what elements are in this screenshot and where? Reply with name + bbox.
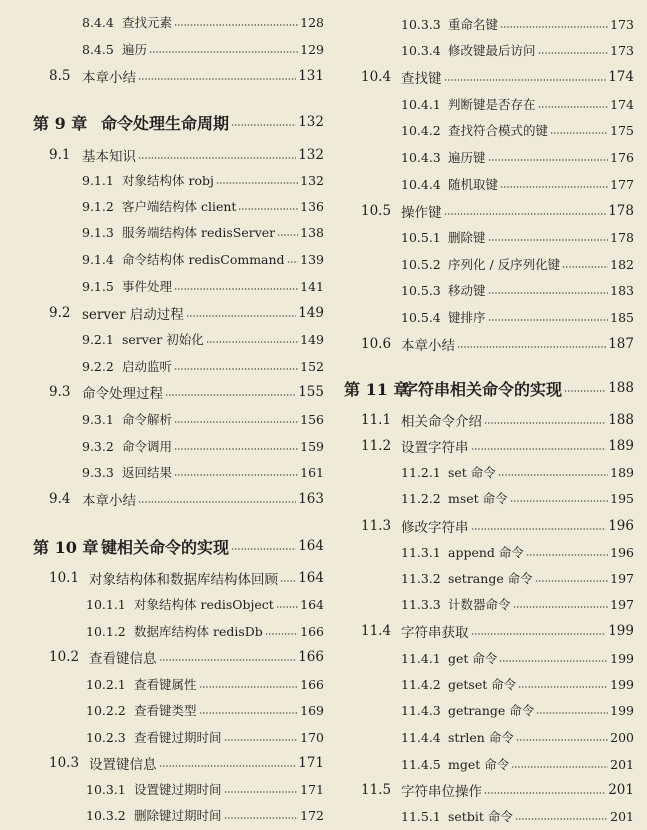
toc-subsection-entry [82,249,324,269]
toc-entry-title: 操作键 [401,205,442,221]
toc-entry-number: 第 9 章 [33,113,88,133]
toc-entry-number: 9.1.3 [82,224,114,240]
toc-subsection-entry [401,120,634,140]
toc-entry-number: 10.3.3 [401,16,441,32]
toc-entry-number: 11.2.1 [401,464,441,480]
dot-leader [276,606,298,608]
toc-entry-title: 命令调用 [122,439,173,454]
toc-entry-title: 修改键最后访问 [448,43,536,58]
toc-entry-title: 命令处理过程 [82,386,163,402]
dot-leader [174,474,298,476]
toc-subsection-entry [401,227,634,247]
dot-leader [510,500,608,502]
toc-entry-title: 查看键信息 [89,651,157,667]
toc-entry-page-number: 132 [300,172,324,188]
dot-leader [174,448,298,450]
toc-subsection-entry [82,170,324,190]
toc-section-entry [49,753,324,773]
toc-entry-title: 删除键过期时间 [134,808,222,823]
dot-leader [265,633,298,635]
toc-section-entry [49,489,324,509]
toc-subsection-entry [401,307,634,327]
toc-entry-page-number: 195 [610,490,634,506]
toc-subsection-entry [401,174,634,194]
toc-entry-title: mset 命令 [448,491,508,506]
dot-leader [224,791,299,793]
toc-section-entry [361,780,634,800]
toc-entry-number: 10.4.2 [401,122,441,138]
toc-entry-title: 键排序 [448,310,486,325]
dot-leader [224,739,299,741]
toc-entry-page-number: 164 [300,596,324,612]
toc-entry-number: 11.2 [361,438,392,454]
toc-entry-number: 10.5.3 [401,282,441,298]
toc-entry-title: mget 命令 [448,757,510,772]
toc-entry-number: 9.2.1 [82,331,114,347]
toc-subsection-entry [401,254,634,274]
toc-entry-title: 本章小结 [82,493,136,509]
dot-leader [484,792,606,794]
toc-entry-page-number: 178 [608,203,634,219]
toc-entry-title: 查找符合模式的键 [448,123,549,138]
toc-entry-number: 11.3.2 [401,570,441,586]
toc-entry-page-number: 131 [298,68,324,84]
toc-entry-number: 11.4 [361,623,392,639]
toc-entry-number: 10.4.1 [401,96,441,112]
toc-entry-page-number: 166 [300,676,324,692]
toc-entry-number: 9.1.5 [82,278,114,294]
toc-subsection-entry [82,329,324,349]
dot-leader [511,766,608,768]
toc-section-entry [361,334,634,354]
toc-entry-page-number: 173 [610,42,634,58]
toc-subsection-entry [86,727,324,747]
toc-entry-number: 10.5.2 [401,256,441,272]
toc-entry-number: 10.4 [361,69,392,85]
toc-entry-number: 10.3 [49,755,80,771]
toc-subsection-entry [82,356,324,376]
toc-subsection-entry [86,674,324,694]
toc-entry-title: 返回结果 [122,465,173,480]
toc-entry-title: 服务端结构体 redisServer [122,225,276,240]
toc-entry-title: 字符串获取 [401,625,469,641]
dot-leader [280,580,296,582]
toc-entry-page-number: 199 [608,623,634,639]
toc-entry-number: 9.3.1 [82,411,114,427]
toc-entry-number: 10.3.4 [401,42,441,58]
toc-entry-number: 10.4.4 [401,176,441,192]
toc-subsection-entry [82,462,324,482]
toc-entry-title: 查找元素 [122,15,173,30]
toc-entry-page-number: 174 [608,69,634,85]
toc-entry-page-number: 189 [608,438,634,454]
toc-entry-number: 11.5.1 [401,808,441,824]
toc-entry-number: 9.1.2 [82,198,114,214]
toc-entry-number: 9.1.4 [82,251,114,267]
dot-leader [488,159,609,161]
dot-leader [159,659,297,661]
toc-subsection-entry [82,12,324,32]
dot-leader [174,421,298,423]
toc-entry-number: 9.2 [49,305,71,321]
toc-subsection-entry [86,621,324,641]
toc-subsection-entry [401,14,634,34]
toc-entry-number: 11.4.2 [401,676,441,692]
toc-entry-title: set 命令 [448,465,496,480]
toc-entry-page-number: 182 [610,256,634,272]
dot-leader [165,394,296,396]
dot-leader [471,528,607,530]
toc-subsection-entry [82,222,324,242]
toc-entry-page-number: 174 [610,96,634,112]
toc-entry-title: server 初始化 [122,332,204,347]
toc-entry-number: 10.3.2 [86,807,126,823]
toc-section-entry [49,382,324,402]
toc-entry-page-number: 129 [300,41,324,57]
toc-entry-page-number: 197 [610,596,634,612]
toc-entry-number: 9.4 [49,491,71,507]
toc-subsection-entry [82,39,324,59]
toc-entry-title: 遍历键 [448,150,486,165]
toc-entry-page-number: 201 [610,808,634,824]
toc-entry-page-number: 128 [300,14,324,30]
toc-section-entry [361,436,634,456]
dot-leader [518,686,608,688]
dot-leader [277,234,298,236]
toc-entry-number: 8.4.4 [82,14,114,30]
toc-entry-number: 11.5 [361,782,392,798]
toc-subsection-entry [401,462,634,482]
dot-leader [538,106,609,108]
dot-leader [500,186,608,188]
toc-entry-page-number: 175 [610,122,634,138]
toc-entry-page-number: 199 [610,702,634,718]
dot-leader [550,132,608,134]
toc-entry-page-number: 136 [300,198,324,214]
toc-entry-page-number: 163 [298,491,324,507]
toc-entry-number: 10.1.1 [86,596,126,612]
toc-subsection-entry [401,594,634,614]
toc-entry-page-number: 189 [610,464,634,480]
toc-section-entry [49,66,324,86]
toc-entry-page-number: 201 [608,782,634,798]
dot-leader [238,208,298,210]
toc-entry-page-number: 149 [300,331,324,347]
toc-entry-title: 计数器命令 [448,597,511,612]
toc-entry-page-number: 197 [610,570,634,586]
toc-entry-title: 键相关命令的实现 [101,537,230,557]
dot-leader [488,292,609,294]
toc-section-entry [49,568,324,588]
toc-subsection-entry [401,542,634,562]
toc-entry-title: 事件处理 [122,279,173,294]
toc-entry-number: 10.6 [361,336,392,352]
toc-entry-title: 判断键是否存在 [448,97,536,112]
dot-leader [138,501,296,503]
toc-entry-number: 10.5.1 [401,229,441,245]
toc-section-entry [361,201,634,221]
dot-leader [199,712,299,714]
dot-leader [231,548,296,550]
dot-leader [174,368,298,370]
toc-section-entry [361,67,634,87]
toc-entry-title: 对象结构体和数据库结构体回顾 [89,572,278,588]
toc-entry-number: 10.3.1 [86,781,126,797]
toc-entry-title: 设置字符串 [401,440,469,456]
toc-entry-title: 设置键过期时间 [134,782,222,797]
toc-entry-page-number: 177 [610,176,634,192]
toc-entry-number: 9.2.2 [82,358,114,374]
dot-leader [471,633,607,635]
toc-entry-title: 随机取键 [448,177,499,192]
toc-entry-page-number: 132 [298,147,324,163]
toc-entry-page-number: 200 [610,729,634,745]
toc-chapter-entry [33,536,324,556]
dot-leader [562,266,608,268]
toc-entry-number: 11.4.5 [401,756,441,772]
toc-entry-title: 重命名键 [448,17,499,32]
toc-entry-page-number: 176 [610,149,634,165]
toc-entry-page-number: 166 [300,623,324,639]
toc-entry-number: 11.4.3 [401,702,441,718]
toc-entry-title: 命令处理生命周期 [101,113,230,133]
dot-leader [498,474,608,476]
toc-entry-title: 客户端结构体 client [122,199,237,214]
dot-leader [488,319,609,321]
toc-subsection-entry [401,727,634,747]
dot-leader [444,213,607,215]
toc-entry-number: 10.5 [361,203,392,219]
toc-entry-title: get 命令 [448,651,498,666]
toc-entry-page-number: 139 [300,251,324,267]
toc-entry-title: 数据库结构体 redisDb [134,624,263,639]
toc-entry-title: getset 命令 [448,677,517,692]
dot-leader [224,817,299,819]
dot-leader [216,182,298,184]
toc-section-entry [361,516,634,536]
toc-entry-title: 查看键属性 [134,677,197,692]
toc-subsection-entry [401,94,634,114]
dot-leader [538,52,609,54]
dot-leader [513,606,609,608]
toc-entry-page-number: 183 [610,282,634,298]
toc-entry-number: 11.2.2 [401,490,441,506]
toc-entry-title: 启动监听 [122,359,173,374]
toc-entry-title: 查看键类型 [134,703,197,718]
dot-leader [138,157,296,159]
toc-entry-number: 8.4.5 [82,41,114,57]
toc-entry-number: 10.4.3 [401,149,441,165]
toc-entry-number: 11.3 [361,518,392,534]
toc-entry-number: 9.1.1 [82,172,114,188]
toc-subsection-entry [86,594,324,614]
toc-subsection-entry [401,280,634,300]
toc-entry-title: 本章小结 [82,70,136,86]
dot-leader [484,422,606,424]
dot-leader [231,124,296,126]
toc-entry-page-number: 196 [608,518,634,534]
toc-entry-number: 10.2.3 [86,729,126,745]
toc-entry-number: 10.5.4 [401,309,441,325]
toc-entry-page-number: 132 [298,114,324,130]
toc-entry-page-number: 199 [610,650,634,666]
toc-entry-title: server 启动过程 [82,307,184,323]
toc-subsection-entry [401,147,634,167]
toc-entry-page-number: 172 [300,807,324,823]
toc-entry-number: 10.2.1 [86,676,126,692]
toc-entry-page-number: 170 [300,729,324,745]
toc-entry-title: 修改字符串 [401,520,469,536]
toc-entry-page-number: 171 [298,755,324,771]
dot-leader [500,26,608,28]
toc-chapter-entry [33,112,324,132]
dot-leader [516,739,608,741]
dot-leader [174,288,298,290]
toc-section-entry [361,410,634,430]
toc-entry-number: 11.4.4 [401,729,441,745]
toc-entry-title: setrange 命令 [448,571,533,586]
dot-leader [499,660,608,662]
toc-entry-number: 9.3 [49,384,71,400]
toc-entry-number: 10.1 [49,570,80,586]
toc-subsection-entry [401,568,634,588]
toc-entry-number: 11.3.3 [401,596,441,612]
toc-section-entry [361,621,634,641]
toc-entry-title: 相关命令介绍 [401,414,482,430]
toc-entry-number: 11.1 [361,412,392,428]
dot-leader [457,346,606,348]
toc-subsection-entry [401,754,634,774]
toc-entry-number: 10.2.2 [86,702,126,718]
dot-leader [199,686,299,688]
toc-entry-title: 字符串相关命令的实现 [402,379,563,399]
toc-entry-page-number: 156 [300,411,324,427]
toc-subsection-entry [86,805,324,825]
toc-entry-title: 字符串位操作 [401,784,482,800]
toc-entry-page-number: 178 [610,229,634,245]
toc-entry-page-number: 138 [300,224,324,240]
toc-entry-page-number: 169 [300,702,324,718]
dot-leader [186,315,296,317]
toc-subsection-entry [401,488,634,508]
toc-entry-number: 11.4.1 [401,650,441,666]
toc-entry-page-number: 187 [608,336,634,352]
toc-entry-title: 本章小结 [401,338,455,354]
toc-chapter-entry [344,378,634,398]
toc-entry-title: 遍历 [122,42,148,57]
toc-entry-page-number: 152 [300,358,324,374]
toc-entry-title: strlen 命令 [448,730,514,745]
toc-entry-title: 对象结构体 redisObject [134,597,274,612]
toc-entry-page-number: 196 [610,544,634,560]
toc-subsection-entry [401,674,634,694]
dot-leader [174,24,298,26]
toc-entry-page-number: 155 [298,384,324,400]
dot-leader [206,341,298,343]
toc-entry-number: 11.3.1 [401,544,441,560]
toc-entry-title: 设置键信息 [89,757,157,773]
toc-entry-page-number: 159 [300,438,324,454]
toc-subsection-entry [82,409,324,429]
dot-leader [138,78,296,80]
toc-section-entry [49,303,324,323]
toc-entry-title: append 命令 [448,545,524,560]
toc-entry-title: 基本知识 [82,149,136,165]
dot-leader [159,765,297,767]
toc-entry-number: 第 11 章 [344,379,410,399]
dot-leader [536,712,608,714]
toc-section-entry [49,647,324,667]
toc-entry-number: 10.2 [49,649,80,665]
toc-entry-page-number: 161 [300,464,324,480]
toc-entry-page-number: 166 [298,649,324,665]
toc-entry-number: 9.3.2 [82,438,114,454]
toc-entry-title: 查看键过期时间 [134,730,222,745]
toc-entry-title: 命令解析 [122,412,173,427]
dot-leader [535,580,608,582]
toc-subsection-entry [82,436,324,456]
toc-subsection-entry [401,700,634,720]
toc-subsection-entry [82,276,324,296]
toc-entry-page-number: 173 [610,16,634,32]
toc-entry-page-number: 201 [610,756,634,772]
dot-leader [471,448,607,450]
toc-entry-page-number: 141 [300,278,324,294]
dot-leader [526,554,608,556]
toc-entry-title: 查找键 [401,71,442,87]
toc-entry-number: 第 10 章 [33,537,99,557]
toc-entry-page-number: 149 [298,305,324,321]
toc-subsection-entry [401,40,634,60]
toc-section-entry [49,145,324,165]
toc-entry-page-number: 188 [608,412,634,428]
toc-entry-page-number: 199 [610,676,634,692]
dot-leader [444,79,607,81]
toc-entry-title: 删除键 [448,230,486,245]
toc-entry-title: 序列化 / 反序列化键 [448,257,561,272]
dot-leader [149,51,298,53]
dot-leader [564,390,606,392]
toc-entry-number: 8.5 [49,68,71,84]
toc-entry-title: setbit 命令 [448,809,513,824]
toc-subsection-entry [401,806,634,826]
toc-subsection-entry [86,779,324,799]
toc-entry-title: 命令结构体 redisCommand [122,252,285,267]
toc-subsection-entry [82,196,324,216]
toc-entry-title: getrange 命令 [448,703,535,718]
toc-entry-page-number: 185 [610,309,634,325]
dot-leader [287,261,299,263]
toc-entry-number: 9.1 [49,147,71,163]
dot-leader [515,818,608,820]
toc-entry-title: 移动键 [448,283,486,298]
toc-entry-page-number: 164 [298,570,324,586]
dot-leader [488,239,609,241]
toc-entry-page-number: 164 [298,538,324,554]
toc-entry-title: 对象结构体 robj [122,173,214,188]
toc-entry-page-number: 188 [608,380,634,396]
toc-subsection-entry [86,700,324,720]
toc-entry-number: 10.1.2 [86,623,126,639]
toc-subsection-entry [401,648,634,668]
toc-entry-number: 9.3.3 [82,464,114,480]
toc-entry-page-number: 171 [300,781,324,797]
